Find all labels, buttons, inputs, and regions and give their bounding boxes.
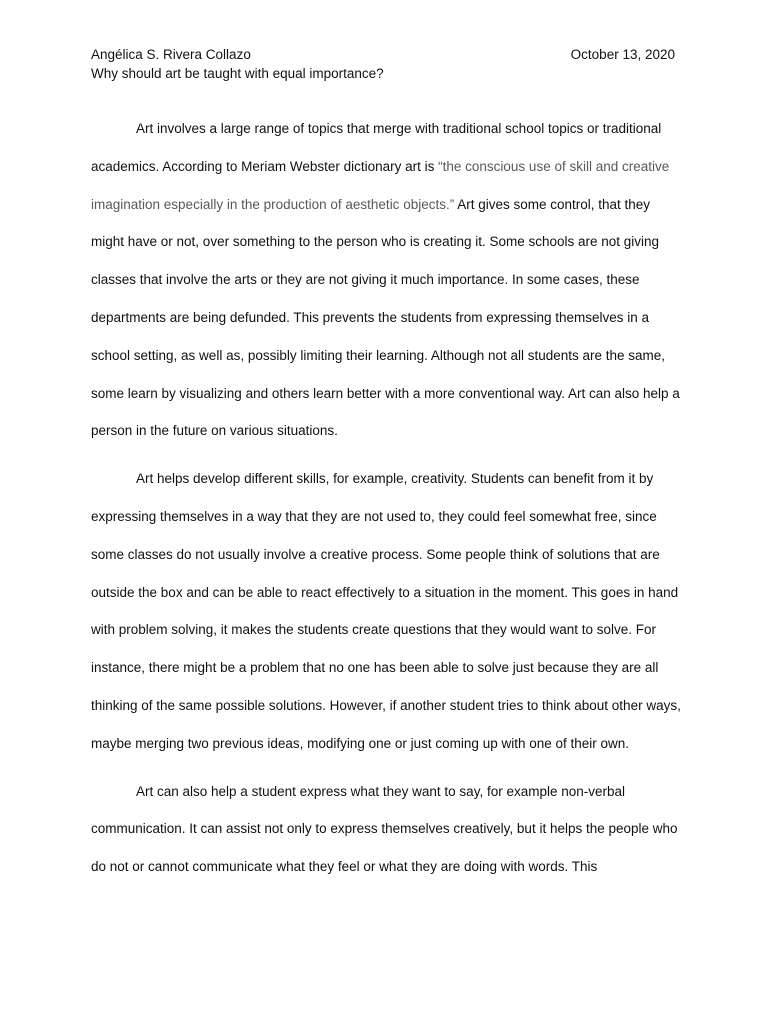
essay-title: Why should art be taught with equal importance? <box>91 66 384 81</box>
paragraph-3: Art can also help a student express what they want to say, for example non-verbal communication. It can assist not only to express themselves creatively, but it helps the people who do not or cannot communicate what they feel or what they are doing with words. This <box>91 783 678 875</box>
document-header <box>91 46 675 64</box>
paragraph-1 <box>91 110 683 450</box>
author-name: Angélica S. Rivera Collazo <box>91 47 251 62</box>
paragraph-1-rest: Art gives some control, that they might have or not, over something to the person who is creating it. Some schools are not giving classes that involve the arts or they are not giving it much importance. In some cases, these departments are being defunded. This prevents the students from expressing themselves in a school setting, as well as, possibly limiting their learning. Although not all students are the same, some learn by visualizing and others learn better with a more conventional way. Art can also help a person in the future on various situations. <box>91 196 680 439</box>
document-date: October 13, 2020 <box>570 47 675 62</box>
essay-body <box>91 110 683 886</box>
dictionary-quote: “the conscious use of skill and creative imagination especially in the production of aesthetic objects.” <box>91 158 670 212</box>
paragraph-2: Art helps develop different skills, for example, creativity. Students can benefit from it by expressing themselves in a way that they are not used to, they could feel somewhat free, since some classes do not usually involve a creative process. Some people think of solutions that are outside the box and can be able to react effectively to a situation in the moment. This goes in hand with problem solving, it makes the students create questions that they would want to solve. For instance, there might be a problem that no one has been able to solve just because they are all thinking of the same possible solutions. However, if another student tries to think about other ways, maybe merging two previous ideas, modifying one or just coming up with one of their own. <box>91 471 681 751</box>
paragraph-1-intro: Art involves a large range of topics that merge with traditional school topics or traditional academics. According to Meriam Webster dictionary art is <box>91 121 662 174</box>
